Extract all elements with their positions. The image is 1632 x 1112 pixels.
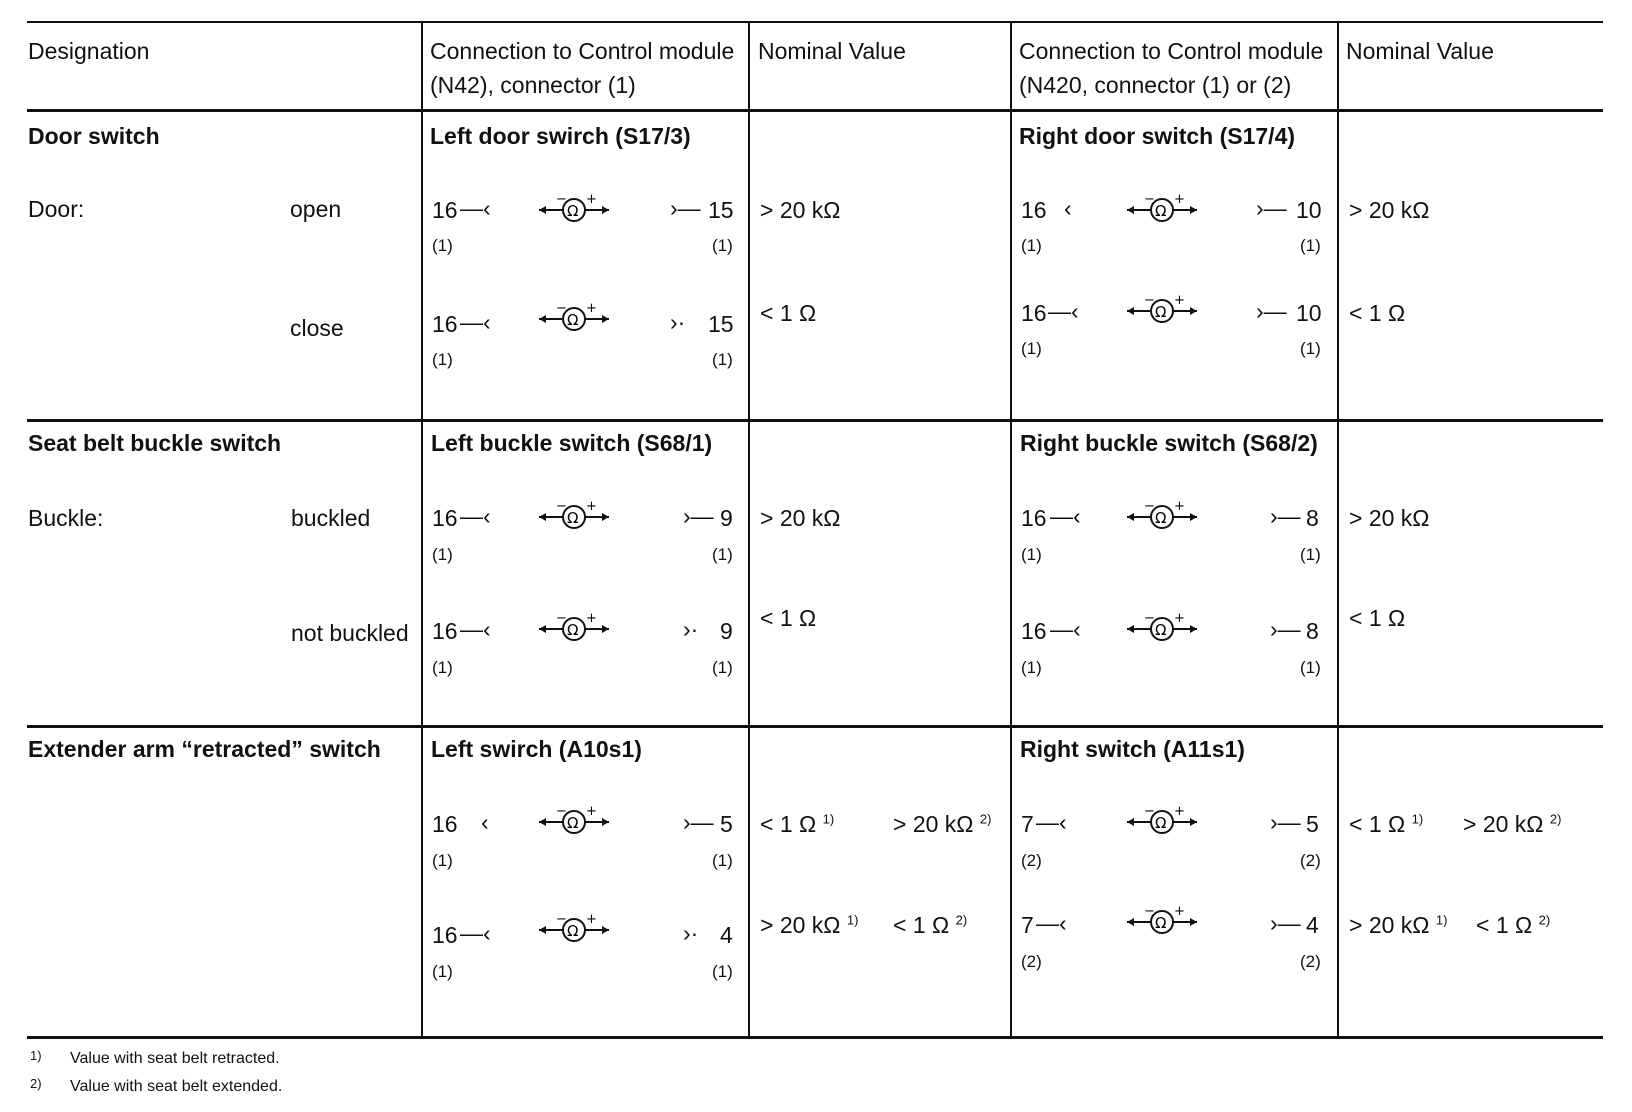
svg-text:−: −: [556, 612, 567, 626]
value-text: > 20 kΩ: [1463, 811, 1544, 837]
connector-number: (1): [1021, 339, 1042, 358]
connector-number: (1): [432, 658, 453, 677]
svg-text:Ω: Ω: [1155, 914, 1167, 932]
pin-number: 8: [1306, 505, 1319, 531]
svg-text:Ω: Ω: [1155, 202, 1167, 220]
header-nominal-left: Nominal Value: [758, 38, 906, 64]
ohmmeter-icon: [537, 805, 617, 839]
pin-number: 5: [720, 811, 733, 837]
svg-text:+: +: [1174, 612, 1185, 626]
svg-text:+: +: [586, 913, 597, 927]
connector-number: (1): [432, 962, 453, 981]
connector-number: (1): [432, 236, 453, 255]
pin-number: 16: [432, 811, 458, 837]
connector-number: (2): [1021, 851, 1042, 870]
pin-number: 16: [432, 311, 458, 337]
connector-number: (1): [432, 350, 453, 369]
svg-text:Ω: Ω: [567, 202, 579, 220]
connector-number: (1): [712, 962, 733, 981]
footnote-mark: 1): [1411, 811, 1424, 827]
connector-number: (1): [712, 658, 733, 677]
right-extender-switch-title: Right switch (A11s1): [1020, 736, 1245, 762]
svg-text:+: +: [586, 500, 597, 514]
pin-number: 7: [1021, 811, 1034, 837]
footnote-mark: 2): [1538, 912, 1551, 928]
svg-text:−: −: [556, 500, 567, 514]
plug-right-icon: ›·: [670, 309, 686, 335]
nominal-value: [893, 811, 991, 838]
connector-number: (1): [1300, 339, 1321, 358]
plug-right-icon: ›—: [1270, 910, 1301, 936]
col-rule-3: [1010, 21, 1012, 1038]
svg-text:+: +: [1174, 500, 1185, 514]
ohmmeter-icon: [1125, 500, 1205, 534]
pin-number: 15: [708, 197, 734, 223]
buckle-state-not-buckled: not buckled: [291, 620, 409, 646]
plug-right-icon: ›—: [1270, 809, 1301, 835]
footnote-mark: 1): [30, 1048, 42, 1063]
value-text: < 1 Ω: [893, 912, 950, 938]
row-rule-buckle: [27, 725, 1603, 728]
svg-text:−: −: [1144, 500, 1155, 514]
nominal-value: > 20 kΩ: [1349, 505, 1430, 531]
pin-number: 16: [1021, 505, 1047, 531]
nominal-value: [1349, 811, 1423, 838]
row-rule-door: [27, 419, 1603, 422]
header-conn-left-line2: (N42), connector (1): [430, 72, 636, 98]
plug-left-icon: —‹: [460, 920, 491, 946]
value-text: > 20 kΩ: [1349, 912, 1430, 938]
svg-text:+: +: [586, 805, 597, 819]
right-door-switch-title: Right door switch (S17/4): [1019, 123, 1296, 149]
svg-text:Ω: Ω: [1155, 509, 1167, 527]
ohmmeter-icon: [537, 500, 617, 534]
left-buckle-switch-title: Left buckle switch (S68/1): [431, 430, 713, 456]
plug-right-icon: ›—: [1256, 298, 1287, 324]
nominal-value: > 20 kΩ: [1349, 197, 1430, 223]
svg-text:+: +: [1174, 193, 1185, 207]
connector-number: (1): [1021, 545, 1042, 564]
connector-number: (2): [1021, 952, 1042, 971]
pin-number: 16: [1021, 197, 1047, 223]
plug-right-icon: ›—: [683, 809, 714, 835]
connector-number: (1): [432, 545, 453, 564]
svg-text:+: +: [1174, 294, 1185, 308]
footnote-text: Value with seat belt extended.: [70, 1078, 283, 1095]
value-text: > 20 kΩ: [760, 912, 841, 938]
extender-switch-title: Extender arm “retracted” switch: [28, 736, 381, 762]
nominal-value: [1476, 912, 1550, 939]
nominal-value: [1463, 811, 1561, 838]
svg-text:Ω: Ω: [1155, 303, 1167, 321]
connector-number: (2): [1300, 851, 1321, 870]
value-text: < 1 Ω: [1476, 912, 1533, 938]
plug-left-icon: ‹: [1064, 195, 1072, 221]
table-bottom-rule: [27, 1036, 1603, 1039]
plug-left-icon: —‹: [460, 309, 491, 335]
pin-number: 16: [432, 197, 458, 223]
svg-text:Ω: Ω: [1155, 814, 1167, 832]
header-conn-right-line2: (N420, connector (1) or (2): [1019, 72, 1292, 98]
connector-number: (1): [712, 851, 733, 870]
svg-text:−: −: [556, 302, 567, 316]
door-state-open: open: [290, 196, 342, 222]
footnote-mark: 1): [822, 811, 835, 827]
ohmmeter-icon: [1125, 612, 1205, 646]
connector-number: (1): [1021, 236, 1042, 255]
nominal-value: < 1 Ω: [760, 605, 817, 631]
plug-right-icon: ›—: [1270, 616, 1301, 642]
door-label: Door:: [28, 196, 85, 222]
plug-left-icon: —‹: [1048, 298, 1079, 324]
pin-number: 16: [432, 922, 458, 948]
pin-number: 10: [1296, 197, 1322, 223]
footnote-mark: 2): [30, 1076, 42, 1091]
header-designation: Designation: [28, 38, 150, 64]
svg-text:+: +: [586, 612, 597, 626]
connector-number: (1): [1300, 236, 1321, 255]
svg-text:Ω: Ω: [567, 621, 579, 639]
svg-text:−: −: [1144, 193, 1155, 207]
connector-number: (1): [1300, 545, 1321, 564]
pin-number: 16: [1021, 300, 1047, 326]
pin-number: 4: [720, 922, 733, 948]
connector-number: (2): [1300, 952, 1321, 971]
pin-number: 7: [1021, 912, 1034, 938]
ohmmeter-icon: [1125, 294, 1205, 328]
value-text: > 20 kΩ: [893, 811, 974, 837]
nominal-value: < 1 Ω: [760, 300, 817, 326]
pin-number: 10: [1296, 300, 1322, 326]
ohmmeter-icon: [537, 193, 617, 227]
connector-number: (1): [712, 236, 733, 255]
svg-text:−: −: [556, 805, 567, 819]
plug-left-icon: —‹: [460, 616, 491, 642]
nominal-value: [893, 912, 967, 939]
buckle-label: Buckle:: [28, 505, 104, 531]
connector-number: (1): [712, 545, 733, 564]
plug-right-icon: ›·: [683, 920, 699, 946]
svg-text:Ω: Ω: [1155, 621, 1167, 639]
svg-text:−: −: [1144, 805, 1155, 819]
plug-left-icon: —‹: [1050, 616, 1081, 642]
footnote-mark: 2): [979, 811, 992, 827]
plug-left-icon: —‹: [1036, 809, 1067, 835]
ohmmeter-icon: [537, 612, 617, 646]
plug-right-icon: ›—: [1270, 503, 1301, 529]
svg-text:+: +: [1174, 905, 1185, 919]
value-text: < 1 Ω: [760, 811, 817, 837]
pin-number: 16: [432, 505, 458, 531]
footnote-text: Value with seat belt retracted.: [70, 1050, 280, 1067]
col-rule-1: [421, 21, 423, 1038]
svg-text:+: +: [1174, 805, 1185, 819]
pin-number: 16: [1021, 618, 1047, 644]
svg-text:Ω: Ω: [567, 922, 579, 940]
footnote-mark: 2): [955, 912, 968, 928]
plug-left-icon: —‹: [460, 195, 491, 221]
svg-text:+: +: [586, 193, 597, 207]
header-rule: [27, 109, 1603, 112]
header-nominal-right: Nominal Value: [1346, 38, 1494, 64]
plug-right-icon: ›—: [670, 195, 701, 221]
connector-number: (1): [1021, 658, 1042, 677]
header-conn-right-line1: Connection to Control module: [1019, 38, 1324, 64]
plug-right-icon: ›—: [683, 503, 714, 529]
buckle-switch-title: Seat belt buckle switch: [28, 430, 282, 456]
header-conn-left-line1: Connection to Control module: [430, 38, 735, 64]
plug-left-icon: —‹: [460, 503, 491, 529]
footnote-mark: 1): [846, 912, 859, 928]
value-text: < 1 Ω: [1349, 811, 1406, 837]
svg-text:−: −: [1144, 905, 1155, 919]
nominal-value: > 20 kΩ: [760, 505, 841, 531]
svg-text:Ω: Ω: [567, 311, 579, 329]
pin-number: 15: [708, 311, 734, 337]
plug-right-icon: ›—: [1256, 195, 1287, 221]
ohmmeter-icon: [537, 913, 617, 947]
ohmmeter-icon: [1125, 193, 1205, 227]
nominal-value: > 20 kΩ: [760, 197, 841, 223]
ohmmeter-icon: [1125, 805, 1205, 839]
pin-number: 9: [720, 505, 733, 531]
connector-number: (1): [712, 350, 733, 369]
footnote-mark: 2): [1549, 811, 1562, 827]
pin-number: 16: [432, 618, 458, 644]
connector-number: (1): [1300, 658, 1321, 677]
buckle-state-buckled: buckled: [291, 505, 371, 531]
pin-number: 4: [1306, 912, 1319, 938]
left-door-switch-title: Left door swirch (S17/3): [430, 123, 691, 149]
door-switch-title: Door switch: [28, 123, 160, 149]
svg-text:−: −: [1144, 294, 1155, 308]
svg-text:−: −: [556, 913, 567, 927]
door-state-close: close: [290, 315, 344, 341]
svg-text:+: +: [586, 302, 597, 316]
plug-right-icon: ›·: [683, 616, 699, 642]
nominal-value: < 1 Ω: [1349, 300, 1406, 326]
pin-number: 5: [1306, 811, 1319, 837]
footnote-mark: 1): [1435, 912, 1448, 928]
pin-number: 9: [720, 618, 733, 644]
plug-left-icon: ‹: [481, 809, 489, 835]
plug-left-icon: —‹: [1036, 910, 1067, 936]
table-top-rule: [27, 21, 1603, 23]
plug-left-icon: —‹: [1050, 503, 1081, 529]
svg-text:Ω: Ω: [567, 509, 579, 527]
col-rule-4: [1337, 21, 1339, 1038]
left-extender-switch-title: Left swirch (A10s1): [431, 736, 642, 762]
col-rule-2: [748, 21, 750, 1038]
nominal-value: [760, 912, 858, 939]
svg-text:Ω: Ω: [567, 814, 579, 832]
nominal-value: [1349, 912, 1447, 939]
pin-number: 8: [1306, 618, 1319, 644]
ohmmeter-icon: [537, 302, 617, 336]
nominal-value: < 1 Ω: [1349, 605, 1406, 631]
connector-number: (1): [432, 851, 453, 870]
nominal-value: [760, 811, 834, 838]
ohmmeter-icon: [1125, 905, 1205, 939]
right-buckle-switch-title: Right buckle switch (S68/2): [1020, 430, 1318, 456]
svg-text:−: −: [556, 193, 567, 207]
svg-text:−: −: [1144, 612, 1155, 626]
